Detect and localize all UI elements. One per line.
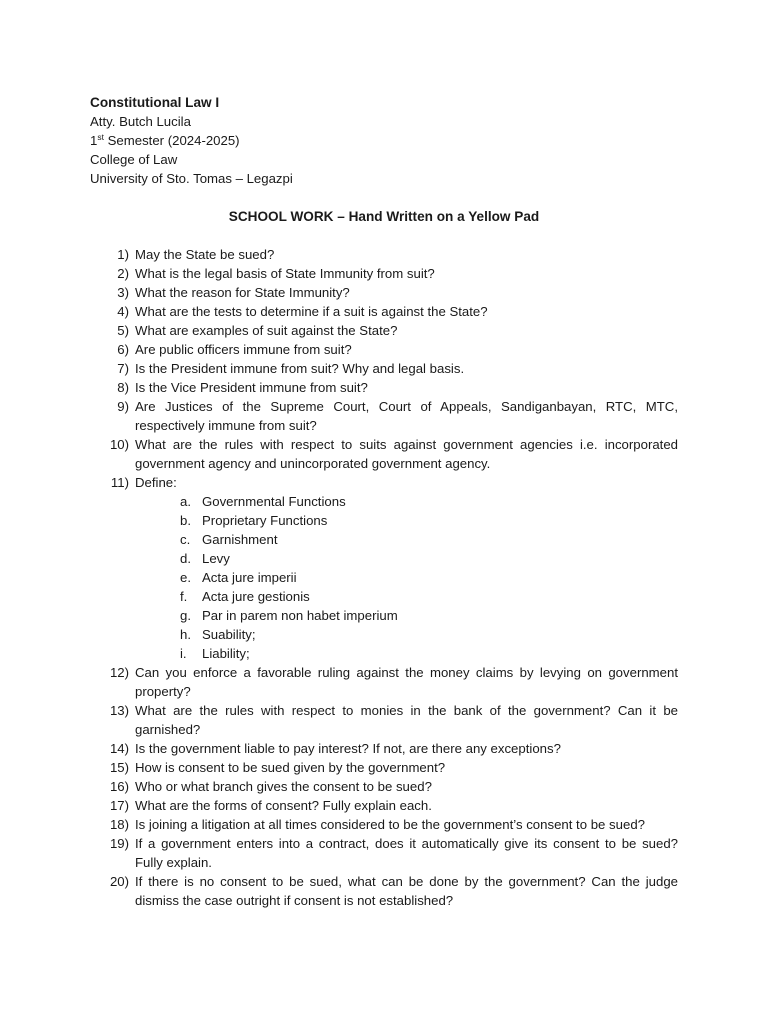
- question-item: [90, 834, 678, 872]
- question-number: 20): [109, 874, 129, 889]
- question-list: [90, 245, 678, 910]
- question-text: Is the Vice President immune from suit?: [135, 380, 368, 395]
- definition-term: Par in parem non habet imperium: [202, 608, 398, 623]
- question-number: 9): [117, 399, 129, 414]
- question-text: What are examples of suit against the State?: [135, 323, 398, 338]
- definition-letter: g.: [180, 608, 191, 623]
- definition-item: [180, 606, 678, 625]
- document-title: SCHOOL WORK – Hand Written on a Yellow Pad: [228, 209, 540, 224]
- semester-ordinal-suffix: st: [97, 132, 104, 142]
- question-item: [90, 359, 678, 378]
- question-item: [90, 397, 678, 435]
- question-item: [90, 872, 678, 910]
- question-number: 17): [109, 798, 129, 813]
- definition-letter: h.: [180, 627, 191, 642]
- university-name: University of Sto. Tomas – Legazpi: [90, 171, 293, 186]
- question-text: What are the forms of consent? Fully explain each.: [135, 798, 432, 813]
- semester-ordinal: 1: [90, 133, 98, 148]
- definition-item: [180, 568, 678, 587]
- question-number: 7): [117, 361, 129, 376]
- question-text: Is the government liable to pay interest? If not, are there any exceptions?: [135, 741, 561, 756]
- question-item: [90, 321, 678, 340]
- instructor-name: Atty. Butch Lucila: [90, 114, 191, 129]
- question-item: [90, 245, 678, 264]
- definition-term: Acta jure gestionis: [202, 589, 310, 604]
- question-item: [90, 701, 678, 739]
- question-item: [90, 473, 678, 663]
- definition-item: [180, 644, 678, 663]
- question-number: 14): [109, 741, 129, 756]
- semester-line: [90, 131, 678, 150]
- question-number: 6): [117, 342, 129, 357]
- question-number: 16): [109, 779, 129, 794]
- question-number: 18): [109, 817, 129, 832]
- question-number: 2): [117, 266, 129, 281]
- definition-term: Governmental Functions: [202, 494, 346, 509]
- question-item: [90, 663, 678, 701]
- question-item: [90, 302, 678, 321]
- question-item: [90, 758, 678, 777]
- question-number: 8): [117, 380, 129, 395]
- question-number: 19): [109, 836, 129, 851]
- question-text: If a government enters into a contract, does it automatically give its consent to be sued? Fully explain.: [135, 836, 678, 870]
- definition-list: [135, 492, 678, 663]
- definition-term: Proprietary Functions: [202, 513, 328, 528]
- question-item: [90, 815, 678, 834]
- definition-letter: c.: [180, 532, 191, 547]
- definition-item: [180, 511, 678, 530]
- document-header: [90, 93, 678, 188]
- question-item: [90, 378, 678, 397]
- question-text: Are Justices of the Supreme Court, Court of Appeals, Sandiganbayan, RTC, MTC, respectively immune from suit?: [135, 399, 678, 433]
- question-item: [90, 264, 678, 283]
- definition-item: [180, 549, 678, 568]
- definition-term: Liability;: [202, 646, 250, 661]
- definition-item: [180, 587, 678, 606]
- definition-letter: d.: [180, 551, 191, 566]
- question-item: [90, 283, 678, 302]
- question-text: Is joining a litigation at all times considered to be the government’s consent to be sued?: [135, 817, 645, 832]
- question-text: What the reason for State Immunity?: [135, 285, 350, 300]
- semester-text: Semester (2024-2025): [103, 133, 240, 148]
- question-text: Define:: [135, 475, 177, 490]
- definition-letter: a.: [180, 494, 191, 509]
- question-number: 4): [117, 304, 129, 319]
- question-number: 11): [110, 475, 129, 490]
- question-item: [90, 435, 678, 473]
- college-name: College of Law: [90, 152, 178, 167]
- definition-letter: i.: [180, 646, 187, 661]
- question-text: If there is no consent to be sued, what can be done by the government? Can the judge dismiss the case outright if consent is not established?: [135, 874, 678, 908]
- question-text: What are the rules with respect to suits against government agencies i.e. incorporated government agency and unincorporated government agency.: [135, 437, 678, 471]
- definition-letter: e.: [180, 570, 191, 585]
- definition-term: Acta jure imperii: [202, 570, 297, 585]
- definition-term: Levy: [202, 551, 230, 566]
- question-text: Are public officers immune from suit?: [135, 342, 352, 357]
- definition-letter: b.: [180, 513, 191, 528]
- question-number: 13): [109, 703, 129, 718]
- definition-item: [180, 492, 678, 511]
- question-number: 12): [109, 665, 129, 680]
- definition-letter: f.: [180, 589, 188, 604]
- question-text: Who or what branch gives the consent to be sued?: [135, 779, 432, 794]
- question-number: 5): [117, 323, 129, 338]
- definition-item: [180, 625, 678, 644]
- question-text: How is consent to be sued given by the government?: [135, 760, 446, 775]
- question-item: [90, 340, 678, 359]
- course-title: Constitutional Law I: [90, 95, 220, 110]
- question-text: Is the President immune from suit? Why and legal basis.: [135, 361, 465, 376]
- question-number: 1): [117, 247, 129, 262]
- definition-item: [180, 530, 678, 549]
- question-item: [90, 796, 678, 815]
- question-number: 15): [109, 760, 129, 775]
- question-text: May the State be sued?: [135, 247, 275, 262]
- question-item: [90, 777, 678, 796]
- question-text: What is the legal basis of State Immunity from suit?: [135, 266, 435, 281]
- definition-term: Suability;: [202, 627, 256, 642]
- question-text: What are the tests to determine if a suit is against the State?: [135, 304, 488, 319]
- question-text: What are the rules with respect to monies in the bank of the government? Can it be garnished?: [135, 703, 678, 737]
- definition-term: Garnishment: [202, 532, 278, 547]
- question-item: [90, 739, 678, 758]
- question-number: 10): [109, 437, 129, 452]
- question-number: 3): [117, 285, 129, 300]
- question-text: Can you enforce a favorable ruling against the money claims by levying on government property?: [135, 665, 678, 699]
